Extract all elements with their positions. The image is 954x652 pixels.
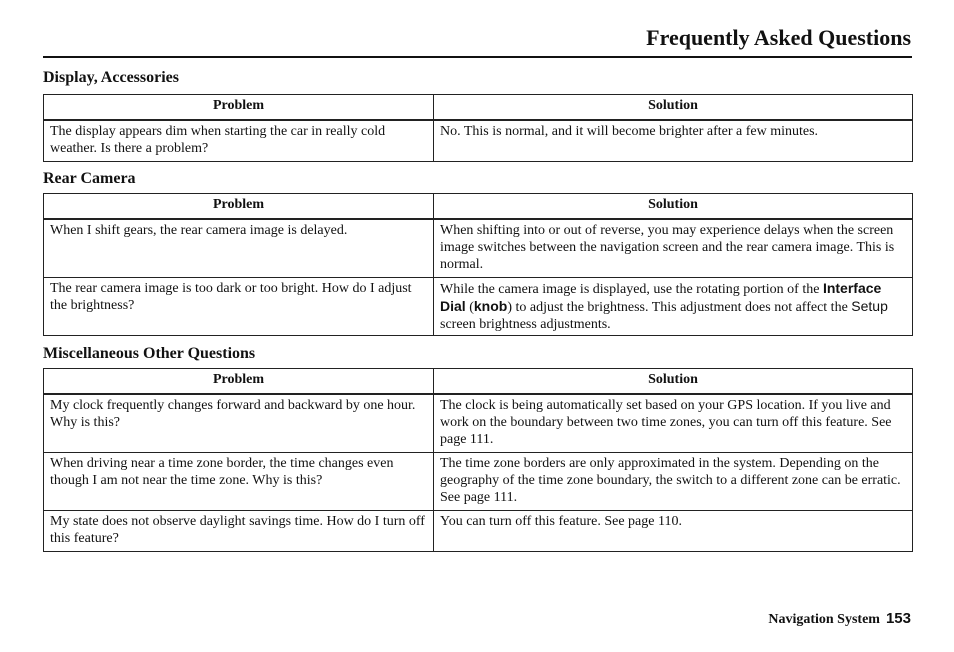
solution-cell: The clock is being automatically set based on your GPS location. If you live and work on the boundary between two time zones, you can turn off this feature. See page 111. <box>434 394 913 452</box>
solution-cell <box>434 277 913 335</box>
table-row <box>44 120 913 161</box>
table-row <box>44 394 913 452</box>
column-header-solution: Solution <box>434 194 913 220</box>
section-title-display-accessories: Display, Accessories <box>43 69 179 86</box>
setup-label: Setup <box>851 297 888 314</box>
footer-label: Navigation System <box>768 612 880 627</box>
faq-table-rear-camera <box>43 193 913 336</box>
page-title: Frequently Asked Questions <box>646 25 911 50</box>
problem-cell: The rear camera image is too dark or too bright. How do I adjust the brightness? <box>44 277 434 335</box>
solution-text: ( <box>465 299 474 315</box>
faq-table-miscellaneous <box>43 368 913 552</box>
page-number: 153 <box>885 610 911 627</box>
table-header-row <box>44 369 913 395</box>
interface-dial-label: Interface Dial <box>440 279 882 314</box>
problem-cell: The display appears dim when starting the car in really cold weather. Is there a problem? <box>44 120 434 161</box>
solution-cell: The time zone borders are only approximated in the system. Depending on the geography of the time zone boundary, the switch to a different zone can be erratic. See page 111. <box>434 452 913 510</box>
table-row <box>44 277 913 335</box>
solution-cell: You can turn off this feature. See page 110. <box>434 510 913 551</box>
column-header-problem: Problem <box>44 95 434 121</box>
solution-cell: When shifting into or out of reverse, you may experience delays when the screen image switches between the navigation screen and the rear camera image. This is normal. <box>434 219 913 277</box>
table-row <box>44 510 913 551</box>
problem-cell: My state does not observe daylight savings time. How do I turn off this feature? <box>44 510 434 551</box>
column-header-solution: Solution <box>434 95 913 121</box>
section-title-miscellaneous: Miscellaneous Other Questions <box>43 345 256 362</box>
solution-text: ) to adjust the brightness. This adjustment does not affect the <box>507 299 852 315</box>
table-row <box>44 452 913 510</box>
problem-cell: When driving near a time zone border, the time changes even though I am not near the time zone. Why is this? <box>44 452 434 510</box>
page-footer <box>768 610 911 629</box>
table-header-row <box>44 95 913 121</box>
title-rule <box>43 56 912 58</box>
solution-cell: No. This is normal, and it will become brighter after a few minutes. <box>434 120 913 161</box>
table-row <box>44 219 913 277</box>
solution-text: screen brightness adjustments. <box>440 316 611 332</box>
column-header-problem: Problem <box>44 369 434 395</box>
table-header-row <box>44 194 913 220</box>
problem-cell: My clock frequently changes forward and backward by one hour. Why is this? <box>44 394 434 452</box>
knob-label: knob <box>473 297 508 314</box>
problem-cell: When I shift gears, the rear camera image is delayed. <box>44 219 434 277</box>
solution-text: While the camera image is displayed, use the rotating portion of the <box>440 281 823 297</box>
column-header-problem: Problem <box>44 194 434 220</box>
faq-table-display-accessories <box>43 94 913 162</box>
column-header-solution: Solution <box>434 369 913 395</box>
section-title-rear-camera: Rear Camera <box>43 170 136 187</box>
